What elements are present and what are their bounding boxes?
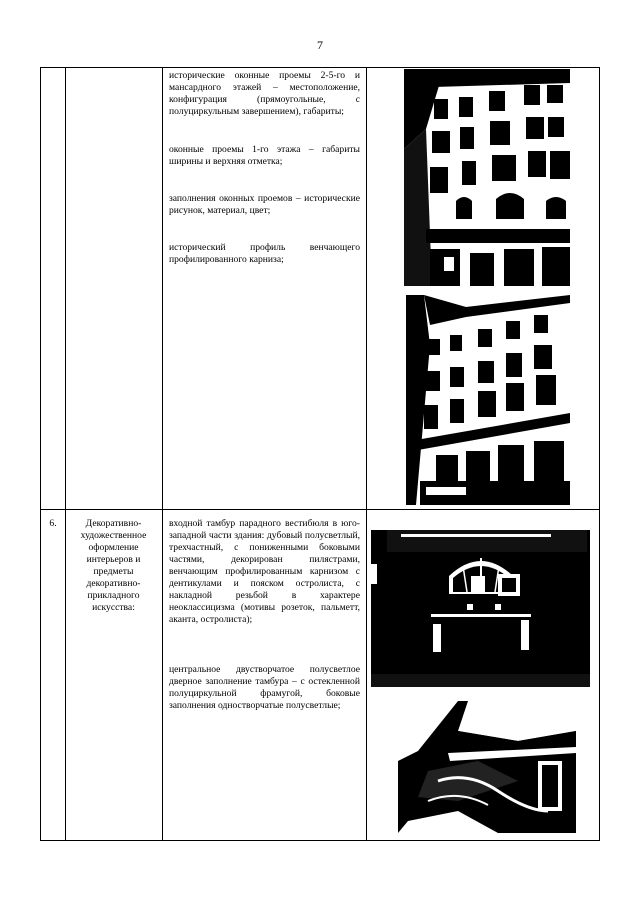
cornice-profile-text: исторический профиль венчающего профилированного карниза; bbox=[169, 242, 360, 265]
window-openings-text: исторические оконные проемы 2-5-го и мансардного этажей – местоположение, конфигурация (прямоугольные, с полуциркульным завершением), габариты; bbox=[169, 70, 360, 117]
ground-floor-openings-text: оконные проемы 1-го этажа – габариты ширины и верхняя отметка; bbox=[169, 144, 360, 167]
page-number: 7 bbox=[317, 38, 323, 52]
facade-photo-2 bbox=[406, 295, 570, 505]
facade-photo-1 bbox=[404, 69, 570, 286]
category-label: Декоративно-художественное оформление интерьеров и предметы декоративно-прикладного искусства: bbox=[80, 518, 147, 613]
tambour-photo-1 bbox=[371, 524, 590, 687]
vestibule-tambour-text: входной тамбур парадного вестибюля в юго-западной части здания: дубовый полусветлый, трехчастный, с пониженными боковыми частями, декорирован пилястрами, венчающим профилированным карнизом с дентикулами и пояском остролиста, с накладной резьбой в характере неоклассицизма (мотивы розеток, пальметт, аканта, остролиста); bbox=[169, 518, 360, 625]
tambour-photo-2 bbox=[398, 701, 576, 833]
door-filling-text: центральное двустворчатое полусветлое дверное заполнение тамбура – с остекленной полуциркульной фрамугой, боковые заполнения одностворчатые полусветлые; bbox=[169, 664, 360, 711]
window-fillings-text: заполнения оконных проемов – исторические рисунок, материал, цвет; bbox=[169, 193, 360, 216]
row-number: 6. bbox=[49, 518, 57, 529]
